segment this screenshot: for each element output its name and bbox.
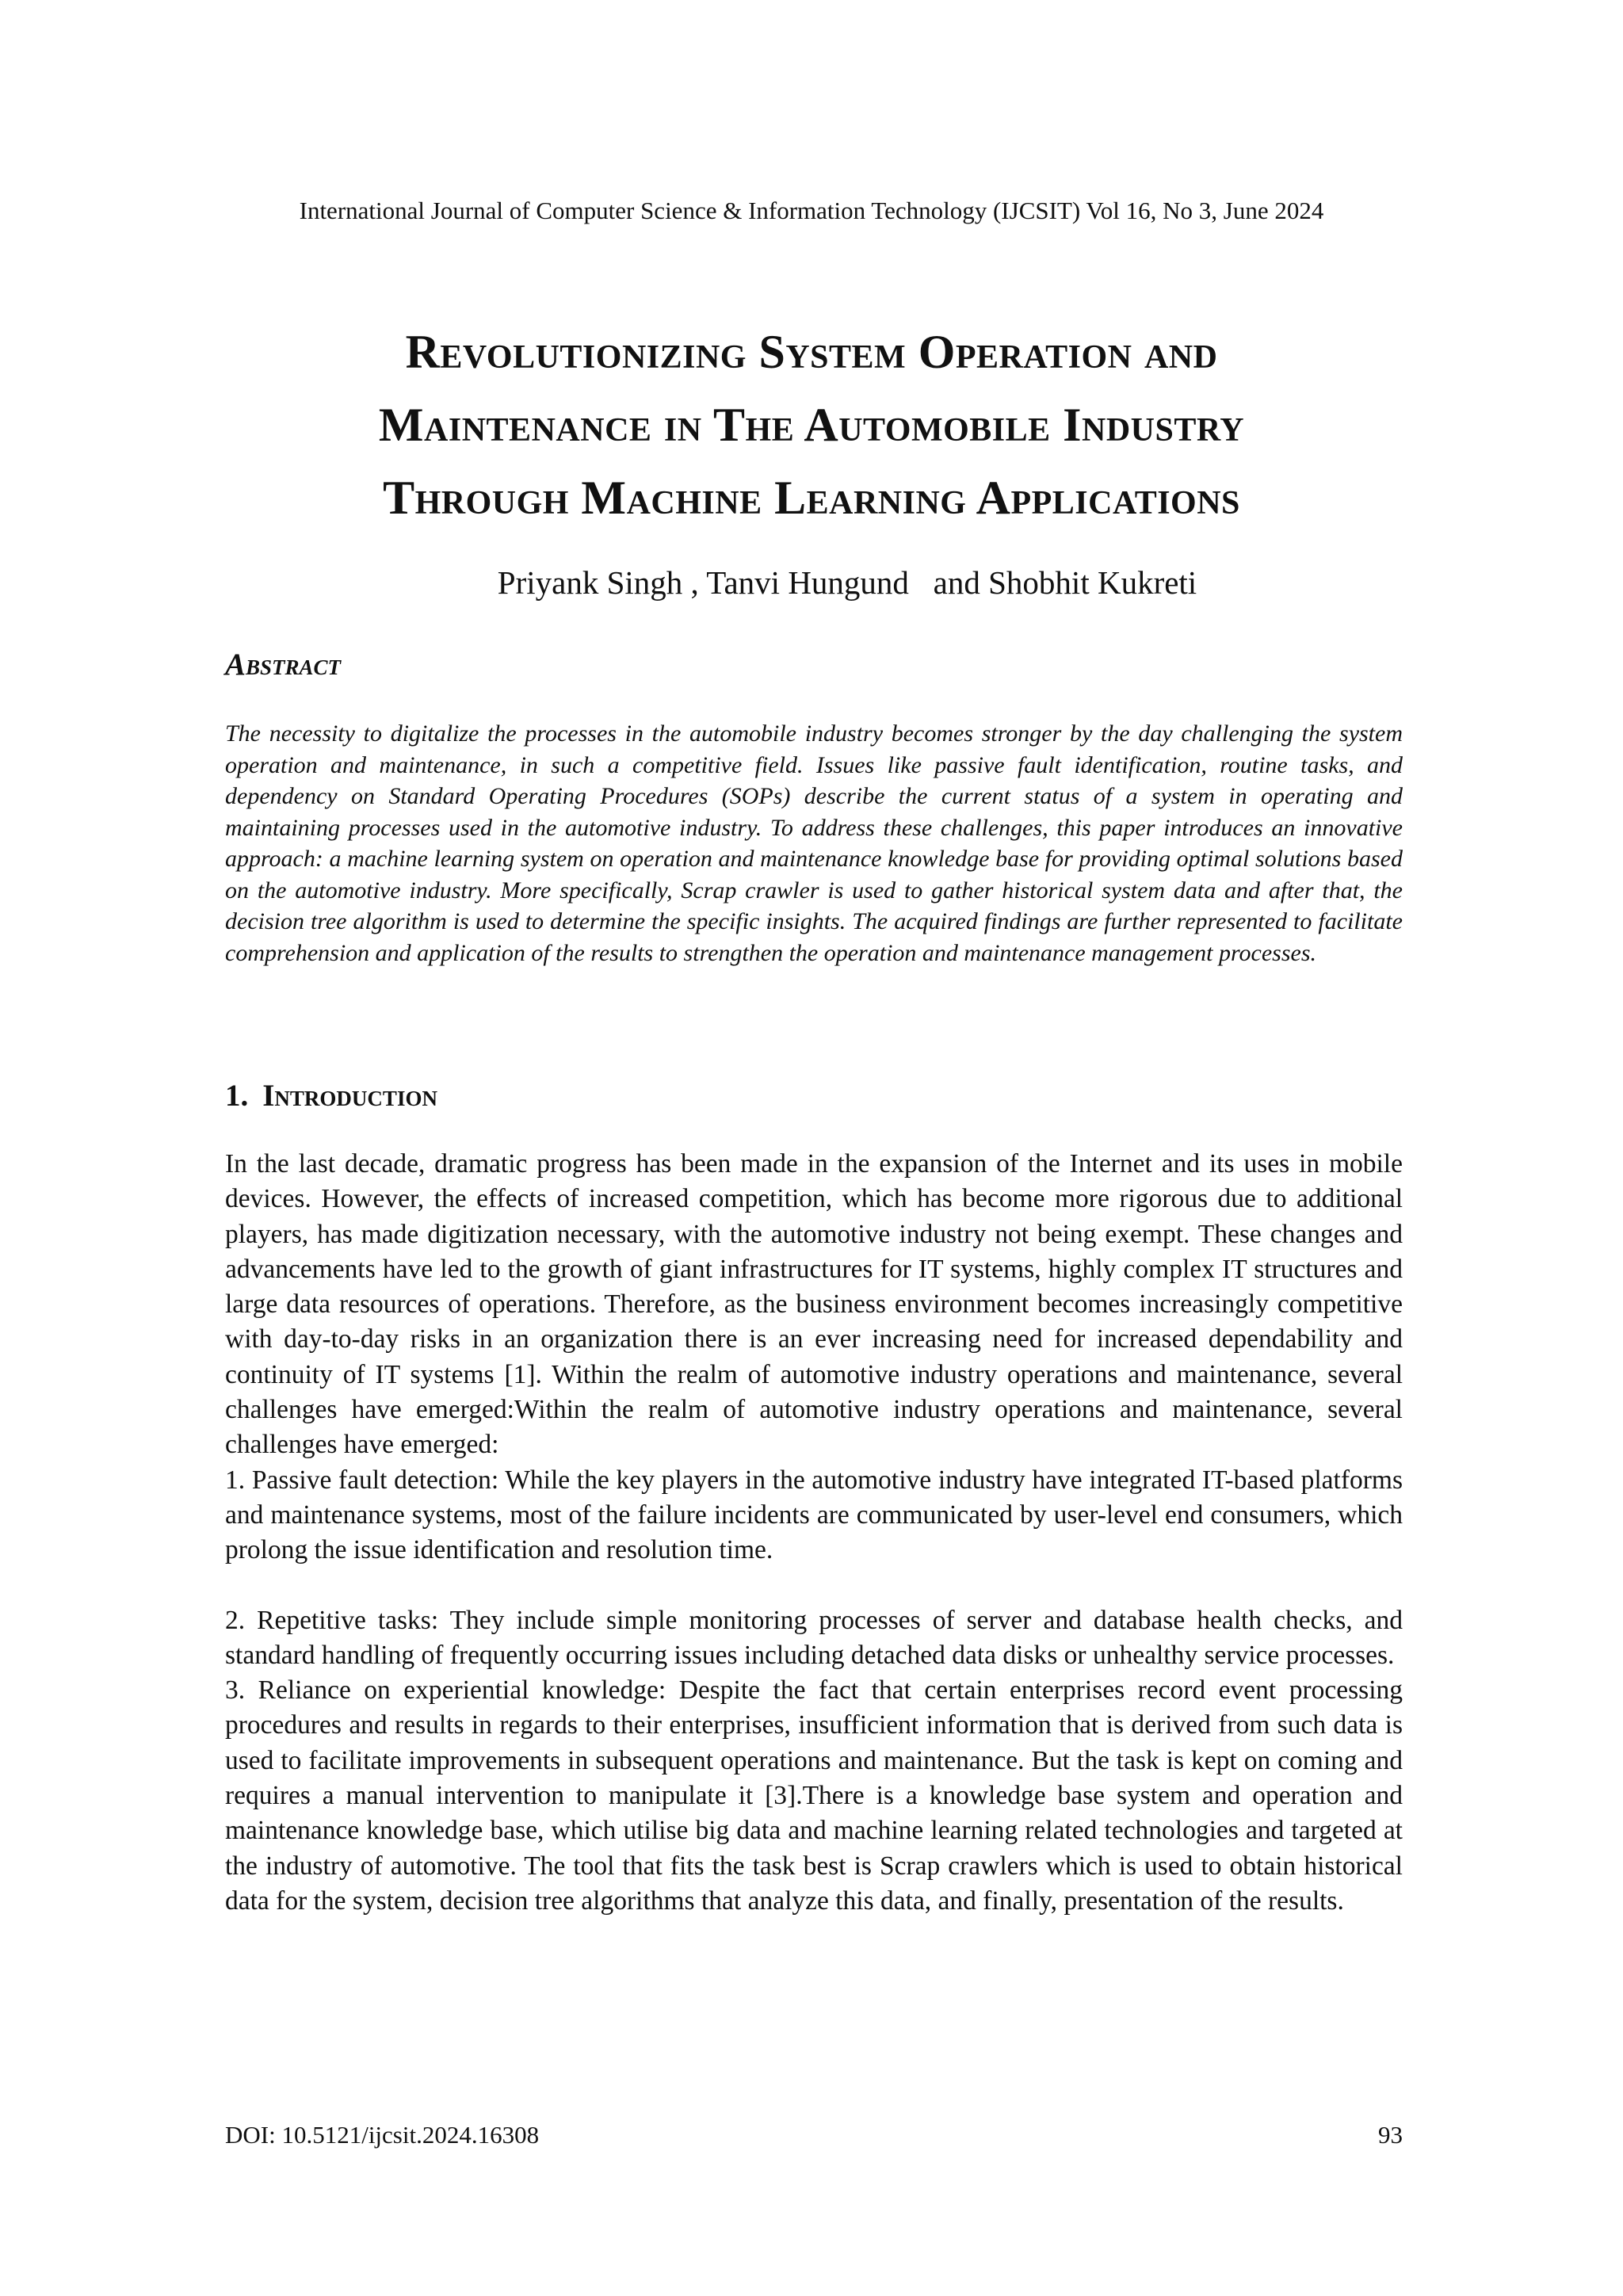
list-item-experiential-knowledge: 3. Reliance on experiential knowledge: Despite the fact that certain enterprises record event processing procedures and results in regards to their enterprises, insufficient information that is derived from such data is used to facilitate improvements in subsequent operations and maintenance. But the task is kept on coming and requires a manual intervention to manipulate it [3].There is a knowledge base system and operation and maintenance knowledge base, which utilise big data and machine learning related technologies and targeted at the industry of automotive. The tool that fits the task best is Scrap crawlers which is used to obtain historical data for the system, decision tree algorithms that analyze this data, and finally, presentation of the results. — [225, 1675, 1403, 1916]
section-number: 1. — [225, 1079, 249, 1113]
abstract-heading: Abstract — [225, 648, 342, 682]
section-title: Introduction — [262, 1079, 437, 1113]
section-heading-introduction — [225, 1077, 437, 1115]
abstract-text: The necessity to digitalize the processes in the automobile industry becomes stronger by the day challenging the system operation and maintenance, in such a competitive field. Issues like passive fault identification, routine tasks, and dependency on Standard Operating Procedures (SOPs) describe the current status of a system in operating and maintaining processes used in the automotive industry. To address these challenges, this paper introduces an innovative approach: a machine learning system on operation and maintenance knowledge base for providing optimal solutions based on the automotive industry. More specifically, Scrap crawler is used to gather historical system data and after that, the decision tree algorithm is used to determine the specific insights. The acquired findings are further represented to facilitate comprehension and application of the results to strengthen the operation and maintenance management processes. — [225, 720, 1403, 966]
list-item-repetitive-tasks: 2. Repetitive tasks: They include simple monitoring processes of server and database health checks, and standard handling of frequently occurring issues including detached data disks or unhealthy service processes. — [225, 1605, 1403, 1670]
title-line-1: Revolutionizing System Operation and — [405, 326, 1218, 378]
authors-text: Priyank Singh , Tanvi Hungund and Shobhit Kukreti — [497, 564, 1197, 601]
paper-title — [158, 315, 1465, 534]
author-list — [0, 563, 1623, 602]
doi-footer: DOI: 10.5121/ijcsit.2024.16308 — [225, 2121, 540, 2149]
title-line-2: Maintenance in The Automobile Industry — [378, 399, 1245, 451]
page-number: 93 — [1378, 2121, 1403, 2149]
list-item-passive-fault-detection: 1. Passive fault detection: While the key players in the automotive industry have integrated IT-based platforms and maintenance systems, most of the failure incidents are communicated by user-level end consumers, which prolong the issue identification and resolution time. — [225, 1465, 1403, 1565]
paragraph: In the last decade, dramatic progress has been made in the expansion of the Internet and its uses in mobile devices. However, the effects of increased competition, which has become more rigorous due to additional players, has made digitization necessary, with the automotive industry not being exempt. These changes and advancements have led to the growth of giant infrastructures for IT systems, highly complex IT structures and large data resources of operations. Therefore, as the business environment becomes increasingly competitive with day-to-day risks in an organization there is an ever increasing need for increased dependability and continuity of IT systems [1]. Within the realm of automotive industry operations and maintenance, several challenges have emerged:Within the realm of automotive industry operations and maintenance, several challenges have emerged: — [225, 1149, 1403, 1460]
introduction-body — [225, 1147, 1403, 1919]
journal-header: International Journal of Computer Science & Information Technology (IJCSIT) Vol 16, No 3, June 2024 — [299, 197, 1324, 224]
title-line-3: Through Machine Learning Applications — [383, 472, 1240, 524]
